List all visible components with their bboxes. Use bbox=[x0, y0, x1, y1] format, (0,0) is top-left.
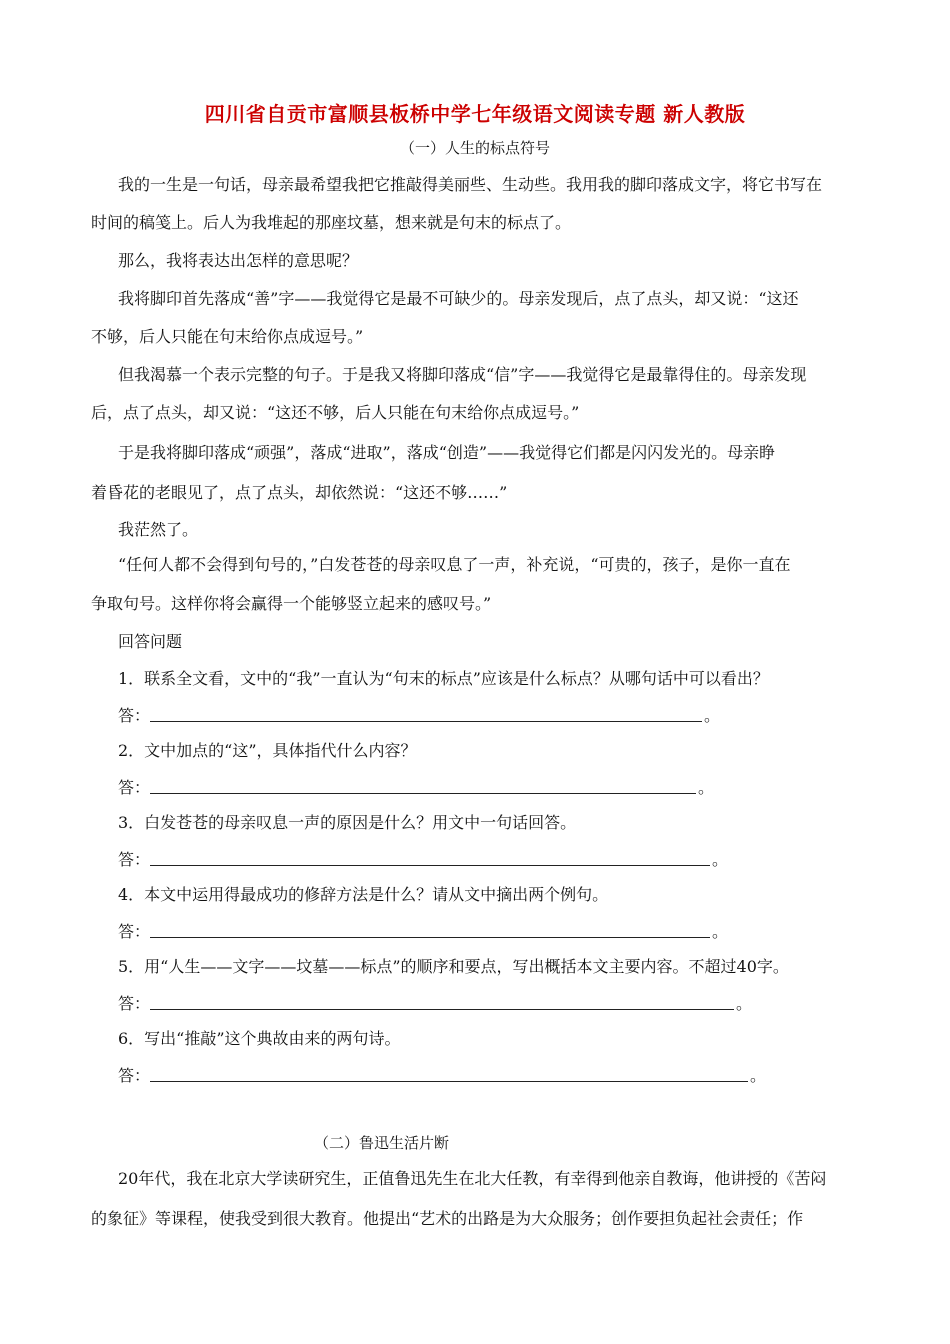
answer-row-6 bbox=[118, 1063, 798, 1087]
answer-label: 答： bbox=[118, 778, 151, 797]
answer-end: 。 bbox=[712, 850, 729, 869]
answer-label: 答： bbox=[118, 706, 151, 725]
passage-line: “任何人都不会得到句号的，”白发苍苍的母亲叹息了一声，补充说，“可贵的，孩子，是你一直在 bbox=[118, 555, 791, 574]
passage-line: 但我渴慕一个表示完整的句子。于是我又将脚印落成“信”字——我觉得它是最靠得住的。母亲发现 bbox=[118, 365, 807, 384]
answer-blank[interactable] bbox=[150, 937, 710, 938]
passage-line: 我的一生是一句话，母亲最希望我把它推敲得美丽些、生动些。我用我的脚印落成文字，将它书写在 bbox=[118, 175, 823, 194]
passage-line: 的象征》等课程，使我受到很大教育。他提出“艺术的出路是为大众服务；创作要担负起社会责任；作 bbox=[91, 1209, 804, 1228]
passage-line: 于是我将脚印落成“顽强”，落成“进取”，落成“创造”——我觉得它们都是闪闪发光的。母亲睁 bbox=[118, 443, 776, 462]
answer-row-1 bbox=[118, 703, 738, 727]
answer-end: 。 bbox=[736, 994, 753, 1013]
question-2: 2．文中加点的“这”，具体指代什么内容？ bbox=[118, 741, 417, 760]
answer-row-3 bbox=[118, 847, 738, 871]
question-5: 5．用“人生——文字——坟墓——标点”的顺序和要点，写出概括本文主要内容。不超过40字。 bbox=[118, 957, 789, 976]
answer-end: 。 bbox=[750, 1066, 767, 1085]
passage-line: 争取句号。这样你将会赢得一个能够竖立起来的感叹号。” bbox=[91, 594, 492, 613]
answer-end: 。 bbox=[704, 706, 721, 725]
section1-heading: （一）人生的标点符号 bbox=[400, 139, 551, 157]
passage-line: 我将脚印首先落成“善”字——我觉得它是最不可缺少的。母亲发现后，点了点头，却又说：“这还 bbox=[118, 289, 799, 308]
question-6: 6．写出“推敲”这个典故由来的两句诗。 bbox=[118, 1029, 401, 1048]
question-4: 4．本文中运用得最成功的修辞方法是什么？请从文中摘出两个例句。 bbox=[118, 885, 609, 904]
passage-line: 20年代，我在北京大学读研究生，正值鲁迅先生在北大任教，有幸得到他亲自教诲，他讲授的《苦闷 bbox=[118, 1169, 827, 1188]
answer-end: 。 bbox=[712, 922, 729, 941]
passage-line: 我茫然了。 bbox=[118, 520, 199, 539]
answer-blank[interactable] bbox=[150, 1009, 734, 1010]
question-1: 1．联系全文看，文中的“我”一直认为“句末的标点”应该是什么标点？从哪句话中可以看出？ bbox=[118, 669, 769, 688]
passage-line: 那么，我将表达出怎样的意思呢？ bbox=[118, 251, 359, 270]
answer-row-5 bbox=[118, 991, 778, 1015]
passage-line: 着昏花的老眼见了，点了点头，却依然说：“这还不够……” bbox=[91, 483, 508, 502]
answer-label: 答： bbox=[118, 994, 151, 1013]
answer-label: 答： bbox=[118, 850, 151, 869]
passage-line: 后，点了点头，却又说：“这还不够，后人只能在句末给你点成逗号。” bbox=[91, 403, 580, 422]
answer-blank[interactable] bbox=[150, 721, 702, 722]
questions-label: 回答问题 bbox=[118, 632, 183, 651]
answer-row-2 bbox=[118, 775, 738, 799]
passage-line: 不够，后人只能在句末给你点成逗号。” bbox=[91, 327, 364, 346]
answer-blank[interactable] bbox=[150, 1081, 748, 1082]
question-3: 3．白发苍苍的母亲叹息一声的原因是什么？用文中一句话回答。 bbox=[118, 813, 577, 832]
answer-blank[interactable] bbox=[150, 865, 710, 866]
section2-heading: （二）鲁迅生活片断 bbox=[314, 1134, 450, 1152]
answer-label: 答： bbox=[118, 922, 151, 941]
answer-blank[interactable] bbox=[150, 793, 696, 794]
answer-row-4 bbox=[118, 919, 738, 943]
answer-label: 答： bbox=[118, 1066, 151, 1085]
answer-end: 。 bbox=[698, 778, 715, 797]
passage-line: 时间的稿笺上。后人为我堆起的那座坟墓，想来就是句末的标点了。 bbox=[91, 213, 572, 232]
document-title: 四川省自贡市富顺县板桥中学七年级语文阅读专题 新人教版 bbox=[204, 102, 746, 126]
